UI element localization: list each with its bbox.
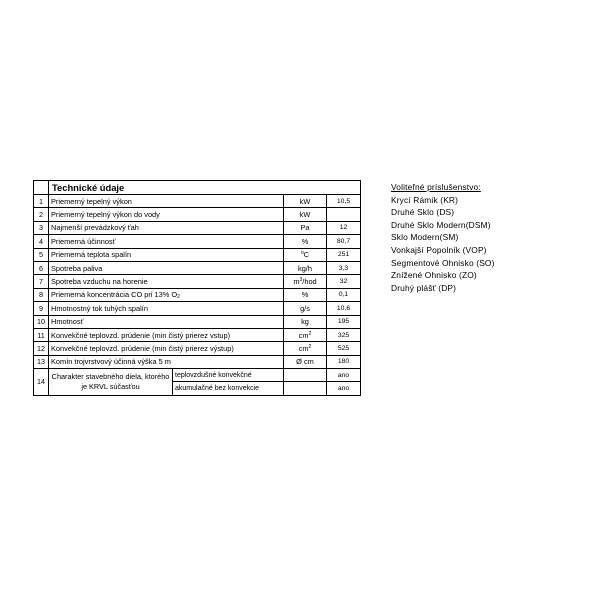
row-unit: % [284, 288, 327, 301]
row-label: Konvekčné teplovzd. prúdenie (min čistý prierez výstup) [49, 342, 284, 355]
row-unit: kW [284, 195, 327, 208]
row-number: 6 [34, 261, 49, 274]
accessory-item: Sklo Modern(SM) [391, 232, 459, 243]
technical-data-table [33, 180, 361, 396]
row-number: 11 [34, 328, 49, 341]
table-row [34, 315, 361, 328]
row-value: 525 [327, 342, 361, 355]
row-label: Priemerná teplota spalín [49, 248, 284, 261]
row-number: 8 [34, 288, 49, 301]
table-row [34, 208, 361, 221]
character-row [34, 369, 361, 382]
character-label: Charakter stavebného diela, ktorého je KRVL súčasťou [49, 369, 173, 396]
row-number: 3 [34, 221, 49, 234]
row-number: 5 [34, 248, 49, 261]
accessory-item: Druhý plášť (DP) [391, 282, 457, 293]
label-subscript: 2 [177, 294, 180, 301]
table-header-row [34, 181, 361, 195]
row-number: 14 [34, 369, 49, 396]
row-number: 9 [34, 302, 49, 315]
table-row [34, 221, 361, 234]
row-number: 2 [34, 208, 49, 221]
unit-superscript: 2 [308, 343, 312, 350]
character-option-label: akumulačné bez konvekcie [173, 382, 284, 395]
table-row [34, 261, 361, 274]
table-row [34, 195, 361, 208]
row-label: Konvekčné teplovzd. prúdenie (min čistý prierez vstup) [49, 328, 284, 341]
row-value: 80,7 [327, 235, 361, 248]
accessory-item: Druhé Sklo (DS) [391, 207, 455, 218]
row-value: 3,3 [327, 261, 361, 274]
row-unit: kW [284, 208, 327, 221]
row-unit [284, 275, 327, 288]
row-unit: % [284, 235, 327, 248]
character-option-value: ano [327, 382, 361, 395]
row-label: Najmenší prevádzkový ťah [49, 221, 284, 234]
unit-prefix: cm [298, 343, 309, 353]
unit-prefix: cm [298, 330, 309, 340]
table-row [34, 275, 361, 288]
table-title: Technické údaje [49, 181, 361, 195]
row-unit: Ø cm [284, 355, 327, 368]
row-unit: g/s [284, 302, 327, 315]
row-number: 12 [34, 342, 49, 355]
row-value: 10,6 [327, 302, 361, 315]
row-number: 1 [34, 195, 49, 208]
character-option-label: teplovzdušné konvekčné [173, 369, 284, 382]
row-unit: kg/h [284, 261, 327, 274]
row-unit [284, 342, 327, 355]
table-row [34, 248, 361, 261]
row-value: 180 [327, 355, 361, 368]
row-number: 7 [34, 275, 49, 288]
row-label: Hmotnosť [49, 315, 284, 328]
table-row [34, 355, 361, 368]
header-num-cell [34, 181, 49, 195]
row-value: 195 [327, 315, 361, 328]
row-unit: Pa [284, 221, 327, 234]
row-unit [284, 248, 327, 261]
table-row [34, 328, 361, 341]
row-unit: kg [284, 315, 327, 328]
accessory-item: Znížené Ohnisko (ZO) [391, 270, 477, 281]
row-number: 13 [34, 355, 49, 368]
character-option-value: ano [327, 369, 361, 382]
row-label: Priemerný tepelný výkon [49, 195, 284, 208]
table-row [34, 302, 361, 315]
row-number: 4 [34, 235, 49, 248]
row-label: Priemerná účinnosť [49, 235, 284, 248]
table-row [34, 235, 361, 248]
unit-suffix: C [303, 250, 310, 260]
row-label: Priemerný tepelný výkon do vody [49, 208, 284, 221]
row-label [49, 288, 284, 301]
accessories-title: Voliteľné príslušenstvo: [391, 182, 481, 192]
row-value: 32 [327, 275, 361, 288]
accessory-item: Druhé Sklo Modern(DSM) [391, 219, 491, 230]
unit-superscript: 2 [308, 330, 312, 337]
label-text: Priemerná koncentrácia CO pri 13% O [51, 290, 178, 300]
row-label: Spotreba paliva [49, 261, 284, 274]
accessory-item: Segmentové Ohnisko (SO) [391, 257, 495, 268]
row-value: 251 [327, 248, 361, 261]
row-label: Komín trojvrstvový účinná výška 5 m [49, 355, 284, 368]
row-value: 12 [327, 221, 361, 234]
row-value: 325 [327, 328, 361, 341]
unit-prefix: m [293, 277, 300, 287]
table-row [34, 342, 361, 355]
accessory-item: Krycí Rámik (KR) [391, 194, 459, 205]
unit-superscript: 3 [299, 277, 303, 284]
row-label: Spotreba vzduchu na horenie [49, 275, 284, 288]
accessories-list [391, 181, 495, 294]
row-value: 0,1 [327, 288, 361, 301]
row-value [327, 208, 361, 221]
character-option-unit [284, 369, 327, 382]
accessory-item: Vonkajší Popolník (VOP) [391, 244, 487, 255]
row-number: 10 [34, 315, 49, 328]
character-option-unit [284, 382, 327, 395]
row-unit [284, 328, 327, 341]
unit-suffix: /hod [302, 277, 317, 287]
table-row [34, 288, 361, 301]
row-label: Hmotnostný tok tuhých spalín [49, 302, 284, 315]
unit-superscript: o [300, 250, 304, 257]
row-value: 10,5 [327, 195, 361, 208]
